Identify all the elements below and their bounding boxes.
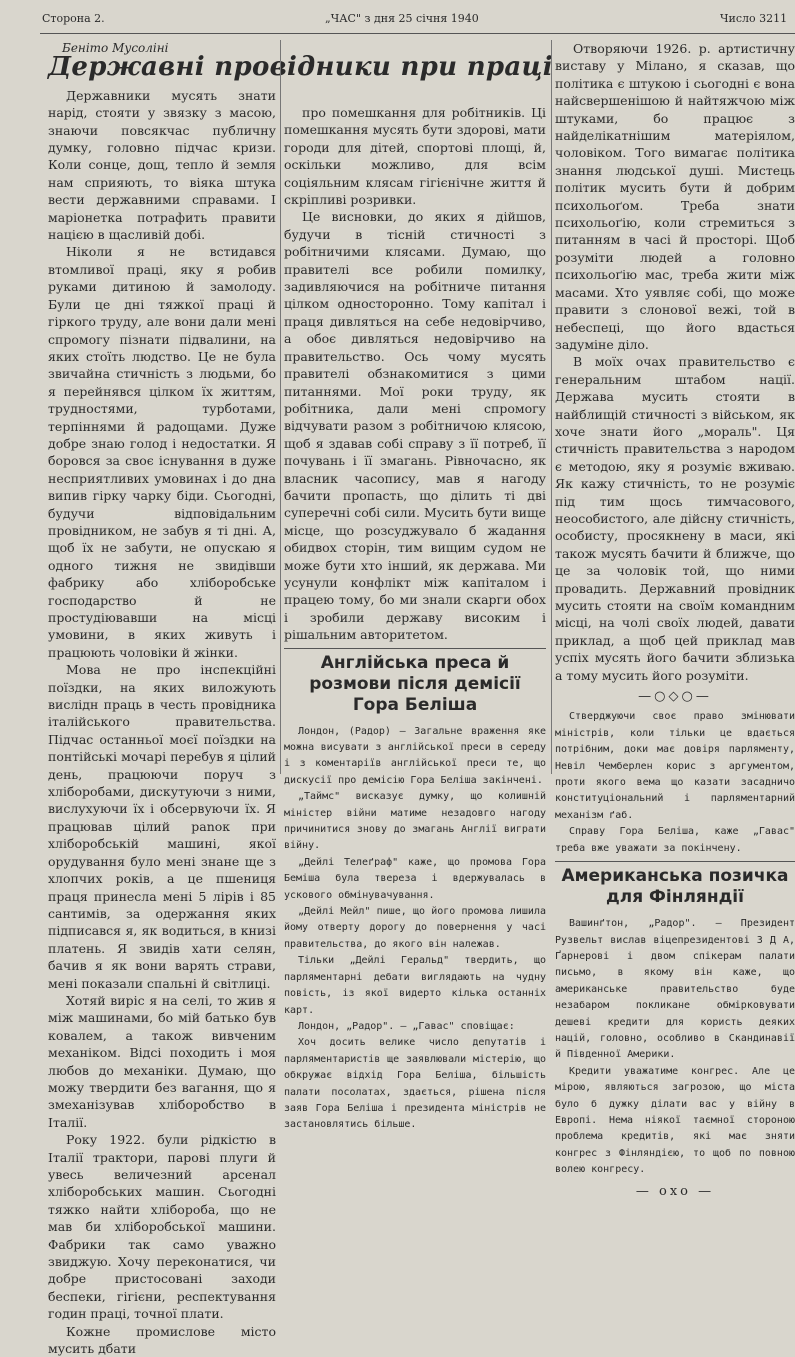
article-byline: Беніто Мусоліні	[62, 41, 169, 55]
section-rule	[284, 648, 546, 649]
article-headline: Державні провідники при праці	[48, 52, 553, 83]
ornament-divider: —○◇○—	[638, 689, 712, 705]
finland-loan-body	[555, 916, 795, 1179]
paragraph: Мова не про інспекційні поїздки, на яких виложують вислідн праць в честь провідника італійського правительства. Підчас останньої моєї поїздки на понтійські мочарі перебув я цілий день, працюючи поруч з хліборобами, дискутуючи з ними, вислухуючи їх і обсервуючи їх. Я працював цілий раnок при хліборобській машині, якої орудування було мені знане ще з хлопчих років, а це пшениця праця принесла мені 5 лірів і 85 сантимів, за одержання яких підписався я, як водиться, в книзі платень. Я звидів хати селян, бачив я як вони варять страви, мені показали спальні й світлиці.	[48, 662, 276, 991]
masthead-date: „ЧАС" з дня 25 січня 1940	[325, 12, 479, 25]
column-divider	[280, 40, 281, 774]
paragraph: Лондон, (Радор) — Загальне враження яке можна висувати з англійської преси в середу і з коментаріїв англійської преси те, що дискусії про демісію Гора Беліша закінчені.	[284, 725, 546, 786]
paragraph: Отворяючи 1926. р. артистичну виставу у Мілано, я сказав, що політика є штукою і сьогодні є вона найсвершенішою й найтяжчою між штуками, бо працює з найделікатнішим матеріялом, чоловіком. Того вимагає політика знання людської душі. Мистець політик мусить бути й добрим психольоґом. Треба знати психольоґію, коли стремиться з питанням в часі й простopі. Щоб розуміти людей а головно психольоґію мас, треба жити між масами. Хто уявляє собі, що може правити з слонової вежі, той в небеспеці, що його вдасться задуміне діло.	[555, 41, 795, 352]
paragraph: „Дейлі Мейл" пише, що його промова лишила йому отверту дорогу до повернення у часі правительства, до якого він належав.	[284, 906, 546, 950]
finland-loan-headline: Американська позичка для Фінляндії	[561, 866, 789, 908]
chamberlain-body	[555, 709, 795, 857]
paragraph: Кожне промислове місто мусить дбати	[48, 1323, 276, 1357]
paragraph: Це висновки, до яких я дійшов, будучи в тісній стичності з робітничими клясами. Думаю, що правителі все робили помилку, задивляючися на робітниче питання цілком односторонно. Тому капітал і праця дивляться на себе недовірчиво, а обоє дивляться недовірчиво на правительство. Ось чому мусять правителі обзнакомитися з цими питаннями. Мої роки труду, як робітника, дали мені спромогу відчувати разом з робітничою клясою, щоб я здавав собі справу з її потреб, її почувань і її змагань. Рівночасно, як власник часопису, мав я нагоду бачити пропасть, що ділить ті дві суперечні собі сили. Мусить бути вище місце, що розсуджувало б жадання обидвох сторін, тим вищим судом не може бути хто інший, як держава. Ми усунули конфлікт між капіталом і працею тому, бо ми знали скарги обох і зробили державу високим і рішальним авторитетом.	[284, 209, 546, 643]
column-3	[555, 40, 795, 1204]
english-press-headline: Англійська преса й розмови після демісії Гора Беліша	[309, 652, 521, 715]
paragraph: Тільки „Дейлі Геральд" твердить, що парляментарні дебати виглядають на чудну повість, із якої видерто кілька останніх карт.	[284, 955, 546, 1016]
paragraph: про помешкання для робітників. Ці помешкання мусять бути здорові, мати городи для дітей, спортові площі, й, оскільки можливо, для всім соціяльним клясам гігієнічне життя й скріпливі розривки.	[284, 105, 546, 208]
ornament-divider: — охо —	[635, 1183, 715, 1199]
page-header	[40, 12, 795, 32]
header-rule	[40, 33, 795, 34]
paragraph: Справу Гора Беліша, каже „Гавас" треба вже уважати за покінчену.	[555, 826, 795, 854]
paragraph: „Дейлі Телеґраф" каже, що промова Гора Беміша була тверезa і вдержувалась в ускового обмінувачування.	[284, 856, 546, 901]
paragraph: В моїх очах правительство є генеральним штабом нації. Держава мусить стояти в найблищій стичності з військом, як хоче знати його „мораль". Ця стичність правительства з народом є методою, яку я розуміє вживаю. Як кажу стичність, то не розуміє під тим щось тимчасового, неособистого, але дійсну стичність, особисту, просякнену в маси, які також мусять бачити й ближче, що це за чоловік той, що ними провадить. Державний провідник мусить стояти на своїм командним місці, на чолі своїх людей, давати приклад, а щоб цей приклад мав успіх мусять його бачити зблизька а тому мусить його розуміти.	[555, 354, 795, 683]
paragraph: Лондон, „Радор". — „Гавас" сповіщає:	[298, 1020, 515, 1032]
paragraph: Стверджуючи своє право змінювати міністрів, коли тільки це вдається потрібним, доки має довіря парляменту, Невіл Чемберлен корис з аргументом, проти якого вема що казати засадничо конституціональний і парляментарний механізм ґаб.	[555, 711, 795, 821]
column-divider	[551, 40, 552, 774]
issue-number: Число 3211	[720, 12, 788, 25]
paragraph: „Таймс" висказує думку, що колишній міністер війни матиме незадовго нагоду причинитися знову до змагань Англії виграти війну.	[284, 791, 546, 852]
english-press-body	[284, 724, 546, 1134]
paragraph: Ніколи я не встидався втомливої праці, яку я робив руками дитиною й замолоду. Були це дні тяжкої праці й гіркого труду, але вони дали мені спромогу пізнати підвалини, на яких стоїть людство. Це не була звичайна стичність з людьми, бо я перейнявся цілком їх життям, трудностями, турботами, терпіннями й радощами. Дуже добре знаю голод і недостатки. Я боровся за своє існування в дуже несприятливих умовинах і до дна випив гірку чарку біди. Сьогодні, будучи відповідальним провідником, не забув я ті дні. А, щоб їх не забути, не опускаю я одного тижня не звидівши фабрику або хліборобське господарство й не простудіювавши на місці умовини, в яких живуть і працюють чоловіки й жінки.	[48, 244, 276, 660]
paragraph: Хотяй виріс я на селі, то жив я між машинами, бо мій батько був ковалем, а також вивченим механіком. Відсі походить і моя любов до механіки. Думаю, що можу твердити без вагання, що я змеханізував хліборобство в Італії.	[48, 992, 276, 1130]
section-rule	[555, 861, 795, 862]
paragraph: Року 1922. були рідкістю в Італії трактори, парові плуги й увесь величезний арсенал хліборобських машин. Сьогодні тяжко найти хлібороба, що не мав би хліборобської машини. Фабрики так само уважно звиджую. Хочу переконатися, чи добре пристосовані заходи беспеки, гігієни, респектування годин праці, точної плати.	[48, 1132, 276, 1322]
paragraph: Державники мусять знати нарід, стояти у звязку з масою, знаючи повсякчас публичну думку, головно підчас кризи. Коли сонце, дощ, тепло й земля нам сприяють, то віяка штука вести державними справами. І маріонетка потрафить правити нацією в щасливій добі.	[48, 87, 276, 243]
paragraph: Кредити уважатиме конгрес. Але це мірою, являються загрозою, що міста було б дужку ділати вас у війну в Европі. Нема ніякої таємної стороною проблема кредитів, які має зняти конгрес з Фінляндією, то щоб по повною волею конгресу.	[555, 1065, 795, 1176]
paragraph: Вашинґтон, „Радор". — Президент Рузвельт вислав віцепрезидентові З Д А, Ґарнерові і двом спікерам палати письмо, в якому він каже, що американське правительство буде незабаром покликане обмірковувати дешеві кредити для користь деяких націй, головно, особливо в Скандинавії й Південної Америки.	[555, 918, 795, 1061]
page-number: Сторона 2.	[42, 12, 105, 25]
paragraph: Хоч досить велике число депутатів і парляментаристів ще заявлювали містерію, що обкружає відхід Гора Беліша, більшість палати посолатах, здається, рішена після заяв Гора Беліша і президента міністрів не застановлятись більше.	[284, 1037, 546, 1131]
column-2	[284, 104, 546, 1134]
